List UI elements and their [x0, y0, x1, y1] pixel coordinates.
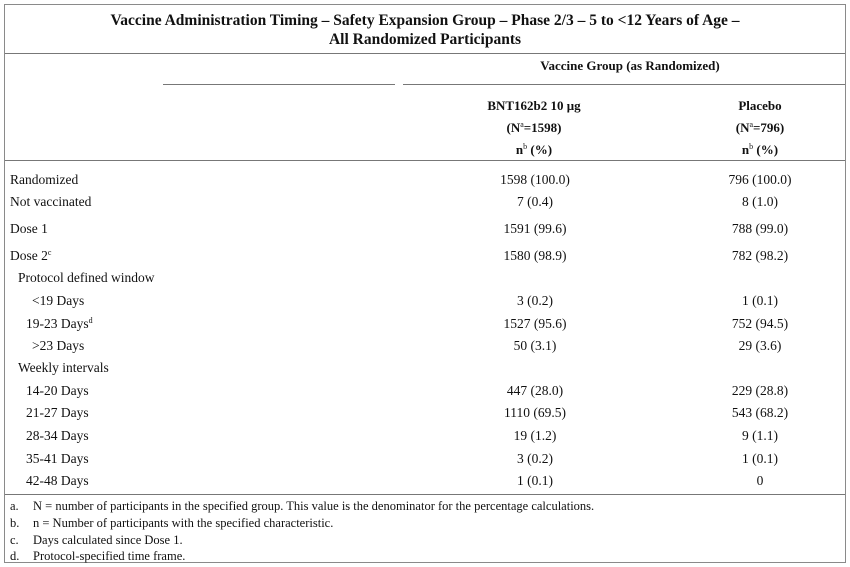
row-label-dose-2: Dose 2$^c$ [10, 248, 52, 263]
column-n: $(N^a=796)$ [735, 120, 785, 135]
cell-placebo-21-27-days: 543 (68.2) [731, 405, 789, 420]
cell-bnt-dose-1: 1591 (99.6) [503, 221, 567, 236]
cell-placebo-gt23-days: 29 (3.6) [738, 338, 782, 353]
cell-bnt-dose-2: 1580 (98.9) [503, 248, 567, 263]
body-footnote-divider [5, 494, 845, 495]
cell-bnt-42-48-days: 1 (0.1) [517, 473, 553, 488]
footnote-a: a. N = number of participants in the specified group. This value is the denominator for the percentage calculations. [10, 499, 595, 513]
column-name: Placebo [738, 98, 782, 113]
vaccine-group-header: Vaccine Group (as Randomized) [540, 58, 720, 73]
cell-placebo-lt19-days: 1 (0.1) [742, 293, 778, 308]
row-label-14-20-days: 14-20 Days [26, 383, 89, 398]
row-label-19-23-days: 19-23 Days$^d$ [26, 316, 93, 331]
row-label-28-34-days: 28-34 Days [26, 428, 89, 443]
cell-placebo-randomized: 796 (100.0) [728, 172, 792, 187]
table-title-line-2: All Randomized Participants [328, 31, 522, 48]
row-label-randomized: Randomized [10, 172, 79, 187]
row-label-35-41-days: 35-41 Days [26, 451, 89, 466]
title-divider [5, 53, 845, 54]
cell-placebo-dose-2: 782 (98.2) [731, 248, 789, 263]
row-label-protocol-window: Protocol defined window [18, 270, 155, 285]
cell-bnt-lt19-days: 3 (0.2) [517, 293, 553, 308]
column-stat: $n^b$ (%) [515, 142, 553, 157]
row-label-dose-1: Dose 1 [10, 221, 48, 236]
row-label-lt19-days: <19 Days [32, 293, 85, 308]
cell-placebo-not-vaccinated: 8 (1.0) [742, 194, 778, 209]
cell-placebo-dose-1: 788 (99.0) [731, 221, 789, 236]
row-label-gt23-days: >23 Days [32, 338, 85, 353]
row-label-not-vaccinated: Not vaccinated [10, 194, 92, 209]
cell-placebo-14-20-days: 229 (28.8) [731, 383, 789, 398]
table-title-line-1: Vaccine Administration Timing – Safety Expansion Group – Phase 2/3 – 5 to <12 Years of Age – [110, 12, 740, 29]
cell-placebo-42-48-days: 0 [756, 473, 764, 488]
cell-bnt-gt23-days: 50 (3.1) [513, 338, 557, 353]
column-n: $(N^a=1598)$ [506, 120, 562, 135]
cell-placebo-28-34-days: 9 (1.1) [742, 428, 778, 443]
cell-bnt-14-20-days: 447 (28.0) [506, 383, 564, 398]
column-stat: $n^b$ (%) [741, 142, 779, 157]
row-label-42-48-days: 42-48 Days [26, 473, 89, 488]
cell-bnt-randomized: 1598 (100.0) [500, 172, 570, 187]
cell-bnt-21-27-days: 1110 (69.5) [504, 405, 566, 420]
footnote-c: c. Days calculated since Dose 1. [10, 533, 183, 547]
row-label-21-27-days: 21-27 Days [26, 405, 89, 420]
cell-placebo-19-23-days: 752 (94.5) [731, 316, 789, 331]
cell-bnt-not-vaccinated: 7 (0.4) [517, 194, 553, 209]
header-rule-left [163, 84, 395, 85]
column-header-bnt162b2 [434, 96, 634, 159]
column-name: BNT162b2 10 μg [487, 98, 581, 113]
footnote-b: b. n = Number of participants with the specified characteristic. [10, 516, 334, 530]
header-body-divider [5, 160, 845, 161]
cell-bnt-28-34-days: 19 (1.2) [513, 428, 557, 443]
row-label-weekly-intervals: Weekly intervals [18, 360, 109, 375]
column-header-placebo [660, 96, 850, 159]
cell-bnt-19-23-days: 1527 (95.6) [503, 316, 567, 331]
cell-placebo-35-41-days: 1 (0.1) [742, 451, 778, 466]
cell-bnt-35-41-days: 3 (0.2) [517, 451, 553, 466]
header-rule-right [403, 84, 845, 85]
footnote-d: d. Protocol-specified time frame. [10, 549, 186, 563]
